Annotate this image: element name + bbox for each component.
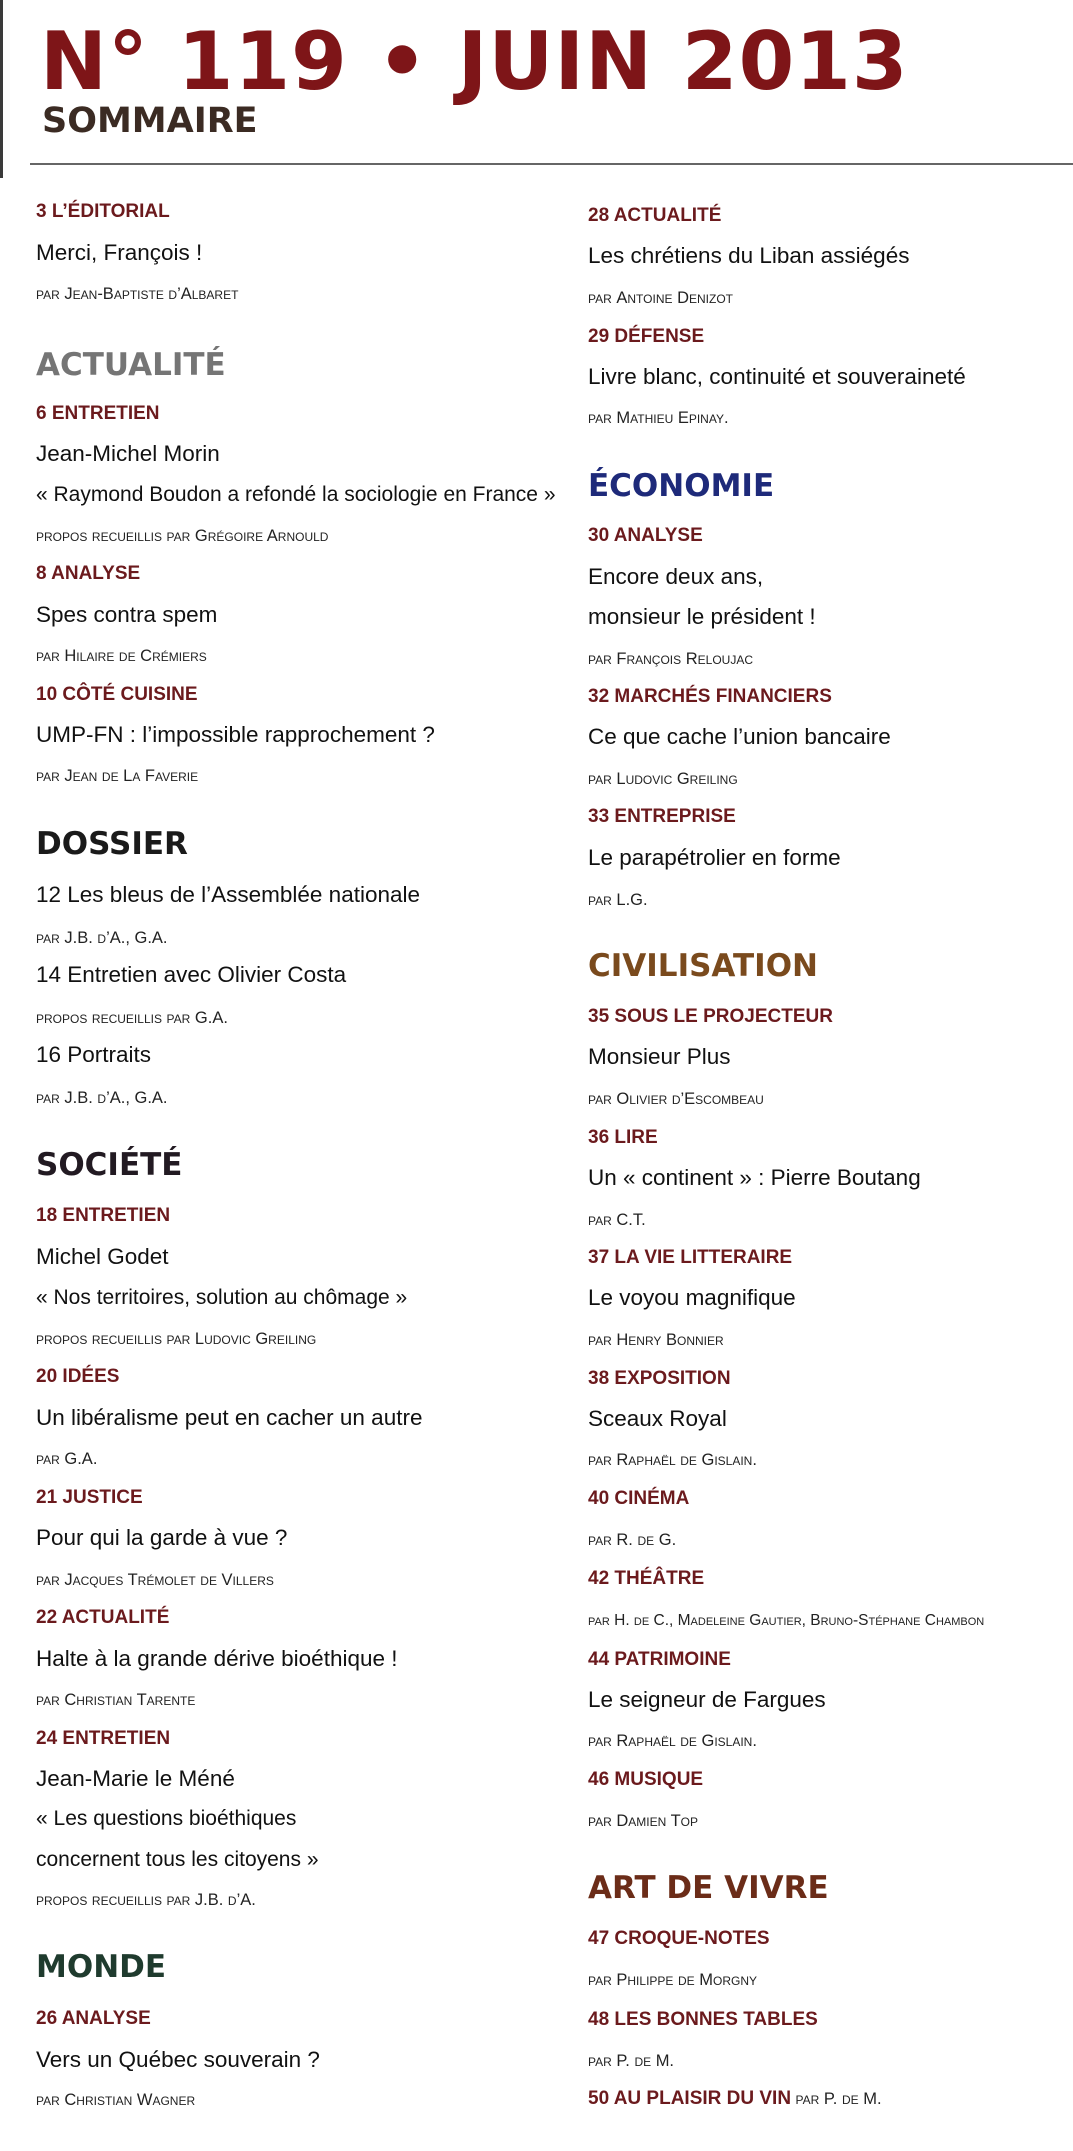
title-entry: Le voyou magnifique bbox=[588, 1285, 796, 1310]
author-entry: par Jacques Trémolet de Villers bbox=[36, 1571, 274, 1589]
title-entry: 12 Les bleus de l’Assemblée nationale bbox=[36, 882, 421, 907]
kicker-entry: 32 MARCHÉS FINANCIERS bbox=[588, 686, 832, 707]
author-entry: par François Reloujac bbox=[588, 650, 753, 668]
author-entry: par Olivier d’Escombeau bbox=[588, 1090, 764, 1108]
subtitle-entry: « Raymond Boudon a refondé la sociologie en France » bbox=[36, 483, 556, 506]
author-entry: par P. de M. bbox=[795, 2090, 882, 2108]
kicker-entry: 22 ACTUALITÉ bbox=[36, 1607, 170, 1628]
title-entry: Pour qui la garde à vue ? bbox=[36, 1525, 288, 1550]
author-entry: par Mathieu Epinay. bbox=[588, 409, 729, 427]
title-entry: Encore deux ans, bbox=[588, 564, 764, 589]
author-entry: par J.B. d’A., G.A. bbox=[36, 1089, 168, 1107]
subtitle-entry: monsieur le président ! bbox=[588, 604, 816, 629]
kicker-entry: 38 EXPOSITION bbox=[588, 1368, 731, 1389]
section-monde: MONDE bbox=[36, 1949, 167, 1985]
subtitle-entry: concernent tous les citoyens » bbox=[36, 1848, 319, 1871]
author-entry: propos recueillis par J.B. d’A. bbox=[36, 1891, 256, 1909]
author-entry: par Antoine Denizot bbox=[588, 289, 734, 307]
sommaire-heading: SOMMAIRE bbox=[42, 101, 258, 141]
left-edge-rule bbox=[0, 0, 3, 178]
issue-title: N° 119 • JUIN 2013 bbox=[40, 15, 909, 108]
kicker-entry: 36 LIRE bbox=[588, 1127, 658, 1148]
title-entry: Le seigneur de Fargues bbox=[588, 1687, 826, 1712]
title-entry: Ce que cache l’union bancaire bbox=[588, 724, 891, 749]
author-entry: par Christian Wagner bbox=[36, 2091, 196, 2109]
kicker-entry: 8 ANALYSE bbox=[36, 563, 141, 584]
author-entry: par Ludovic Greiling bbox=[588, 770, 738, 788]
kicker-entry: 26 ANALYSE bbox=[36, 2008, 151, 2029]
author-entry: par Raphaël de Gislain. bbox=[588, 1451, 757, 1469]
kicker-entry: 50 AU PLAISIR DU VIN bbox=[588, 2088, 792, 2109]
author-entry: par J.B. d’A., G.A. bbox=[36, 929, 168, 947]
author-entry: par Philippe de Morgny bbox=[588, 1971, 758, 1989]
author-entry: par R. de G. bbox=[588, 1531, 677, 1549]
author-entry: par P. de M. bbox=[588, 2052, 675, 2070]
kicker-entry: 20 IDÉES bbox=[36, 1366, 120, 1387]
kicker-entry: 30 ANALYSE bbox=[588, 525, 703, 546]
subtitle-entry: « Les questions bioéthiques bbox=[36, 1807, 297, 1830]
kicker-entry: 40 CINÉMA bbox=[588, 1488, 690, 1509]
title-entry: Halte à la grande dérive bioéthique ! bbox=[36, 1646, 398, 1671]
section-economie: ÉCONOMIE bbox=[588, 468, 775, 504]
section-actualite: ACTUALITÉ bbox=[36, 347, 226, 383]
kicker-entry: 42 THÉÂTRE bbox=[588, 1568, 705, 1589]
kicker-entry: 35 SOUS LE PROJECTEUR bbox=[588, 1006, 833, 1027]
kicker-entry: 21 JUSTICE bbox=[36, 1487, 143, 1508]
title-entry: Sceaux Royal bbox=[588, 1406, 727, 1431]
author-entry: propos recueillis par G.A. bbox=[36, 1009, 228, 1027]
title-entry: Jean-Michel Morin bbox=[36, 441, 220, 466]
title-entry: 16 Portraits bbox=[36, 1042, 152, 1067]
title-entry: Vers un Québec souverain ? bbox=[36, 2047, 320, 2072]
title-entry: Jean-Marie le Méné bbox=[36, 1766, 235, 1791]
section-dossier: DOSSIER bbox=[36, 826, 188, 862]
title-editorial: Merci, François ! bbox=[36, 240, 203, 265]
section-civilisation: CIVILISATION bbox=[588, 948, 818, 984]
kicker-entry: 28 ACTUALITÉ bbox=[588, 205, 722, 226]
kicker-entry: 48 LES BONNES TABLES bbox=[588, 2009, 818, 2030]
author-entry: par H. de C., Madeleine Gautier, Bruno-Stéphane Chambon bbox=[588, 1612, 985, 1629]
title-entry: Monsieur Plus bbox=[588, 1044, 731, 1069]
title-entry: Le parapétrolier en forme bbox=[588, 845, 841, 870]
author-entry: par G.A. bbox=[36, 1450, 98, 1468]
title-entry: Livre blanc, continuité et souveraineté bbox=[588, 364, 966, 389]
kicker-entry: 18 ENTRETIEN bbox=[36, 1205, 171, 1226]
author-entry: par Raphaël de Gislain. bbox=[588, 1732, 757, 1750]
title-entry: Spes contra spem bbox=[36, 602, 218, 627]
title-entry: Un libéralisme peut en cacher un autre bbox=[36, 1405, 423, 1430]
author-entry: par Christian Tarente bbox=[36, 1691, 196, 1709]
author-entry: par Jean de La Faverie bbox=[36, 767, 199, 785]
kicker-editorial: 3 L’ÉDITORIAL bbox=[36, 201, 170, 222]
author-entry: par C.T. bbox=[588, 1211, 646, 1229]
title-entry: Un « continent » : Pierre Boutang bbox=[588, 1165, 921, 1190]
kicker-entry: 10 CÔTÉ CUISINE bbox=[36, 684, 198, 705]
final-entry bbox=[588, 2089, 882, 2108]
subtitle-entry: « Nos territoires, solution au chômage » bbox=[36, 1286, 408, 1309]
author-entry: par Hilaire de Crémiers bbox=[36, 647, 207, 665]
kicker-entry: 37 LA VIE LITTERAIRE bbox=[588, 1247, 793, 1268]
kicker-entry: 29 DÉFENSE bbox=[588, 326, 705, 347]
title-entry: Michel Godet bbox=[36, 1244, 169, 1269]
author-editorial: par Jean-Baptiste d’Albaret bbox=[36, 285, 239, 303]
title-entry: 14 Entretien avec Olivier Costa bbox=[36, 962, 347, 987]
kicker-entry: 6 ENTRETIEN bbox=[36, 403, 160, 424]
author-entry: propos recueillis par Grégoire Arnould bbox=[36, 527, 329, 545]
title-entry: Les chrétiens du Liban assiégés bbox=[588, 243, 910, 268]
kicker-entry: 24 ENTRETIEN bbox=[36, 1728, 171, 1749]
author-entry: propos recueillis par Ludovic Greiling bbox=[36, 1330, 317, 1348]
section-societe: SOCIÉTÉ bbox=[36, 1147, 183, 1183]
kicker-entry: 33 ENTREPRISE bbox=[588, 806, 736, 827]
header-divider bbox=[30, 163, 1073, 165]
kicker-entry: 46 MUSIQUE bbox=[588, 1769, 704, 1790]
kicker-entry: 44 PATRIMOINE bbox=[588, 1649, 731, 1670]
title-entry: UMP-FN : l’impossible rapprochement ? bbox=[36, 722, 435, 747]
author-entry: par L.G. bbox=[588, 891, 648, 909]
author-entry: par Henry Bonnier bbox=[588, 1331, 724, 1349]
section-art-de-vivre: ART DE VIVRE bbox=[588, 1870, 829, 1906]
author-entry: par Damien Top bbox=[588, 1812, 699, 1830]
kicker-entry: 47 CROQUE-NOTES bbox=[588, 1928, 770, 1949]
